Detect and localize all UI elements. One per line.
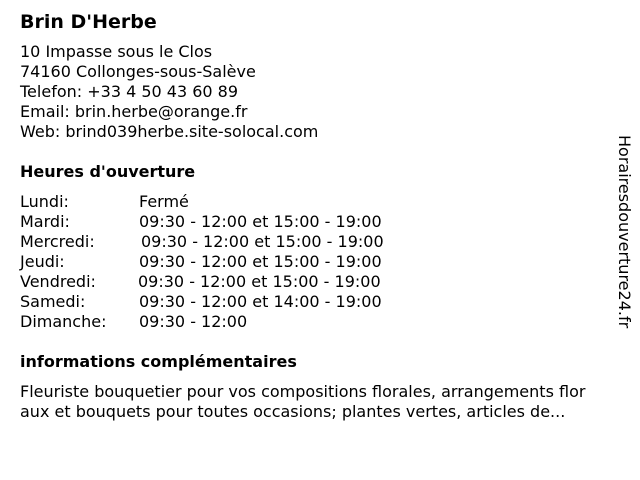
hours-row-wednesday [20,232,620,252]
info-description-line-1: Fleuriste bouquetier pour vos compositions florales, arrangements flor [20,382,586,401]
hours-row-thursday [20,252,620,272]
info-title: informations complémentaires [20,352,297,371]
day-label: Mardi: [20,212,70,231]
business-name: Brin D'Herbe [20,11,157,33]
day-label: Vendredi: [20,272,96,291]
time-value: 09:30 - 12:00 [139,312,248,331]
hours-row-tuesday [20,212,620,232]
info-description-line-2: aux et bouquets pour toutes occasions; plantes vertes, articles de... [20,402,566,421]
time-value: 09:30 - 12:00 et 14:00 - 19:00 [139,292,382,311]
hours-row-saturday [20,292,620,312]
time-value: 09:30 - 12:00 et 15:00 - 19:00 [141,232,384,251]
hours-row-friday [20,272,620,292]
day-label: Samedi: [20,292,86,311]
time-value: 09:30 - 12:00 et 15:00 - 19:00 [139,252,382,271]
email-line: Email: brin.herbe@orange.fr [20,102,248,121]
time-value: 09:30 - 12:00 et 15:00 - 19:00 [139,212,382,231]
day-label: Mercredi: [20,232,95,251]
contact-block [20,42,620,142]
hours-title: Heures d'ouverture [20,162,196,181]
time-value: 09:30 - 12:00 et 15:00 - 19:00 [138,272,381,291]
site-watermark: Horairesdouverture24.fr [615,135,634,329]
phone-line: Telefon: +33 4 50 43 60 89 [20,82,239,101]
hours-row-sunday [20,312,620,332]
day-label: Dimanche: [20,312,107,331]
day-label: Jeudi: [20,252,65,271]
opening-hours-table [20,192,620,332]
address-line-2: 74160 Collonges-sous-Salève [20,62,256,81]
business-card [20,10,620,422]
day-label: Lundi: [20,192,69,211]
info-description [20,382,632,422]
web-line: Web: brind039herbe.site-solocal.com [20,122,319,141]
hours-row-monday [20,192,620,212]
time-value: Fermé [139,192,189,211]
address-line-1: 10 Impasse sous le Clos [20,42,213,61]
